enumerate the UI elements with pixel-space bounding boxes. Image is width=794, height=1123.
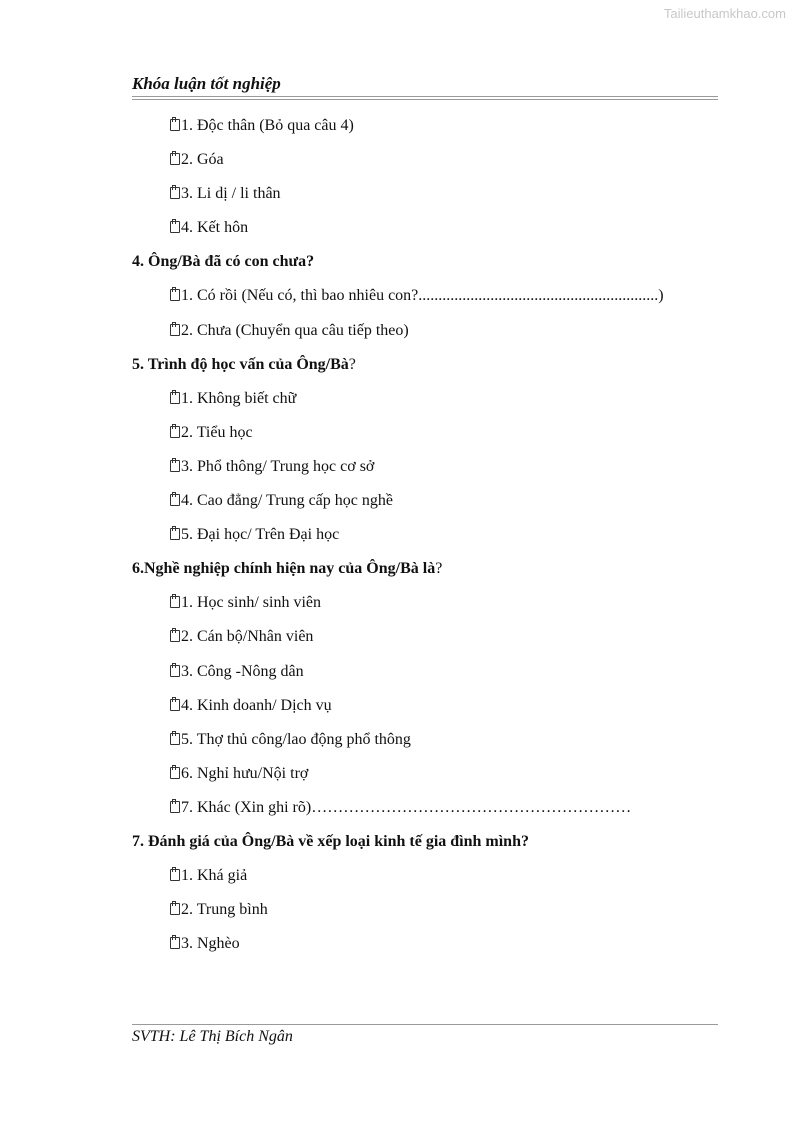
question-6 xyxy=(132,552,718,586)
option-q6-7[interactable] xyxy=(132,791,718,825)
option-q4-1[interactable] xyxy=(132,279,718,313)
question-text: 5. Trình độ học vấn của Ông/Bà xyxy=(132,355,349,373)
option-label: 1. Không biết chữ xyxy=(181,389,297,407)
option-q3-2[interactable] xyxy=(132,143,718,177)
question-text: 6.Nghề nghiệp chính hiện nay của Ông/Bà là xyxy=(132,560,436,578)
checkbox-icon[interactable] xyxy=(170,665,180,677)
checkbox-icon[interactable] xyxy=(170,937,180,949)
option-q6-5[interactable] xyxy=(132,723,718,757)
header-rule xyxy=(132,96,718,97)
option-q6-2[interactable] xyxy=(132,620,718,654)
option-label: 2. Chưa (Chuyển qua câu tiếp theo) xyxy=(181,321,409,339)
option-q5-5[interactable] xyxy=(132,518,718,552)
option-q5-3[interactable] xyxy=(132,450,718,484)
checkbox-icon[interactable] xyxy=(170,460,180,472)
question-mark: ? xyxy=(435,560,443,578)
option-label: 4. Cao đẳng/ Trung cấp học nghề xyxy=(181,492,393,510)
questionnaire-body xyxy=(132,109,718,961)
page-footer-author: SVTH: Lê Thị Bích Ngân xyxy=(132,1028,293,1045)
option-label: 2. Góa xyxy=(181,151,224,169)
option-label: 1. Khá giả xyxy=(181,867,248,885)
question-5 xyxy=(132,348,718,382)
option-label: 4. Kết hôn xyxy=(181,219,249,237)
option-q5-2[interactable] xyxy=(132,416,718,450)
page-header-title: Khóa luận tốt nghiệp xyxy=(132,74,281,93)
checkbox-icon[interactable] xyxy=(170,426,180,438)
option-label: 3. Nghèo xyxy=(181,935,240,953)
header-rule-secondary xyxy=(132,99,718,100)
checkbox-icon[interactable] xyxy=(170,392,180,404)
option-q4-2[interactable] xyxy=(132,314,718,348)
checkbox-icon[interactable] xyxy=(170,324,180,336)
option-q6-6[interactable] xyxy=(132,757,718,791)
option-label: 2. Trung bình xyxy=(181,901,268,919)
option-label: 1. Độc thân (Bỏ qua câu 4) xyxy=(181,117,354,134)
option-label: 6. Nghỉ hưu/Nội trợ xyxy=(181,764,309,782)
option-q6-1[interactable] xyxy=(132,586,718,620)
option-label: 4. Kinh doanh/ Dịch vụ xyxy=(181,696,332,714)
checkbox-icon[interactable] xyxy=(170,767,180,779)
option-q7-2[interactable] xyxy=(132,893,718,927)
watermark: Tailieuthamkhao.com xyxy=(663,6,786,21)
footer-rule xyxy=(132,1024,718,1025)
option-label: 3. Công -Nông dân xyxy=(181,662,304,680)
option-label: 2. Cán bộ/Nhân viên xyxy=(181,628,314,646)
checkbox-icon[interactable] xyxy=(170,119,180,131)
checkbox-icon[interactable] xyxy=(170,801,180,813)
option-q6-3[interactable] xyxy=(132,655,718,689)
checkbox-icon[interactable] xyxy=(170,733,180,745)
checkbox-icon[interactable] xyxy=(170,596,180,608)
option-label: 5. Thợ thủ công/lao động phổ thông xyxy=(181,730,411,748)
option-q7-3[interactable] xyxy=(132,927,718,961)
question-4: 4. Ông/Bà đã có con chưa? xyxy=(132,253,315,271)
option-label: 3. Li dị / li thân xyxy=(181,185,281,203)
checkbox-icon[interactable] xyxy=(170,699,180,711)
checkbox-icon[interactable] xyxy=(170,528,180,540)
option-q3-4[interactable] xyxy=(132,211,718,245)
option-q5-4[interactable] xyxy=(132,484,718,518)
option-label: 3. Phổ thông/ Trung học cơ sở xyxy=(181,457,375,475)
checkbox-icon[interactable] xyxy=(170,903,180,915)
question-mark: ? xyxy=(348,355,356,373)
question-7: 7. Đánh giá của Ông/Bà về xếp loại kinh tế gia đình mình? xyxy=(132,832,529,850)
option-q3-3[interactable] xyxy=(132,177,718,211)
option-q3-1[interactable] xyxy=(132,109,718,143)
checkbox-icon[interactable] xyxy=(170,187,180,199)
checkbox-icon[interactable] xyxy=(170,869,180,881)
checkbox-icon[interactable] xyxy=(170,289,180,301)
checkbox-icon[interactable] xyxy=(170,494,180,506)
option-label: 7. Khác (Xin ghi rõ)…………………………………………………… xyxy=(181,798,632,816)
option-q6-4[interactable] xyxy=(132,689,718,723)
option-label: 5. Đại học/ Trên Đại học xyxy=(181,526,340,544)
option-q5-1[interactable] xyxy=(132,382,718,416)
checkbox-icon[interactable] xyxy=(170,153,180,165)
option-label: 1. Học sinh/ sinh viên xyxy=(181,594,321,612)
option-label: 1. Có rồi (Nếu có, thì bao nhiêu con?............................................................) xyxy=(181,287,664,305)
option-label: 2. Tiểu học xyxy=(181,423,253,441)
option-q7-1[interactable] xyxy=(132,859,718,893)
checkbox-icon[interactable] xyxy=(170,630,180,642)
checkbox-icon[interactable] xyxy=(170,221,180,233)
